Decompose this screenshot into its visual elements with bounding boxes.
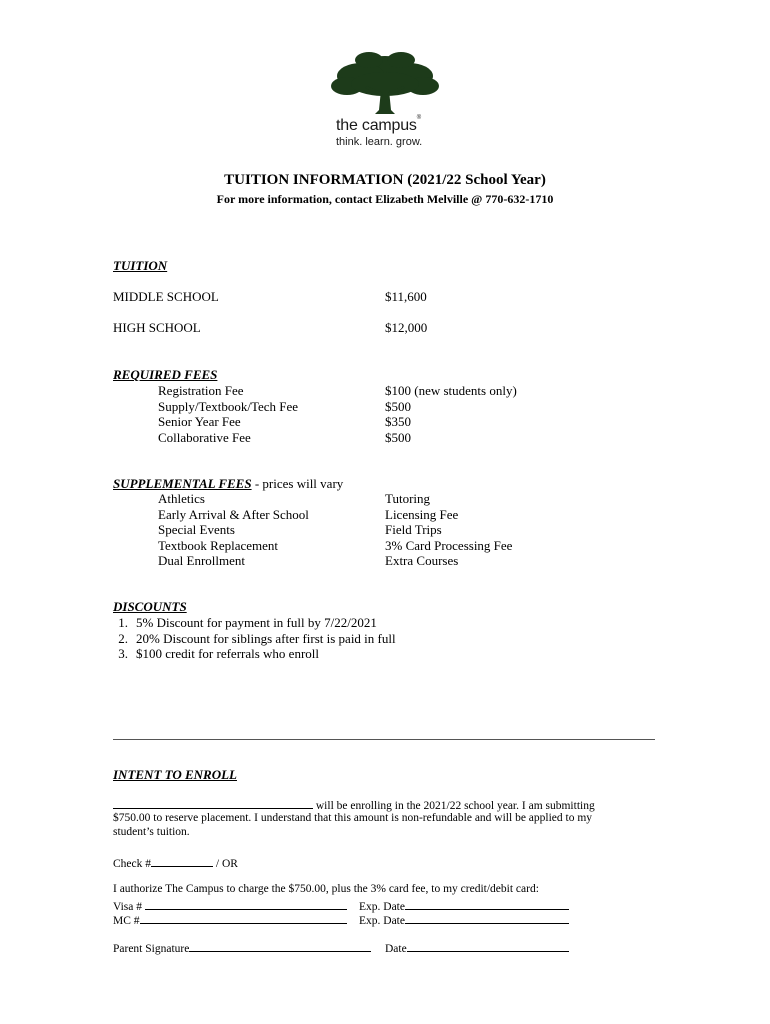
check-or: / OR [213, 858, 238, 870]
list-item: Dual Enrollment [158, 553, 246, 568]
fee-value: $500 [385, 398, 411, 414]
fee-label: Registration Fee [158, 383, 244, 398]
list-item: Extra Courses [385, 553, 459, 568]
list-item: Early Arrival & After School [158, 506, 309, 522]
visa-exp-field[interactable] [405, 898, 569, 910]
intent-line-1: will be enrolling in the 2021/22 school year. I am submitting [313, 800, 595, 812]
registered-mark: ® [416, 115, 421, 121]
check-label: Check # [113, 858, 152, 870]
discount-text: $100 credit for referrals who enroll [136, 646, 320, 661]
discounts-heading: DISCOUNTS [113, 599, 187, 614]
signature-label: Parent Signature [113, 943, 190, 955]
campus-logo [325, 50, 445, 152]
supplemental-heading-line [113, 476, 343, 492]
intent-line-2: $750.00 to reserve placement. I understand that this amount is non-refundable and will be applied to my [113, 812, 593, 824]
visa-number-field[interactable] [145, 898, 347, 910]
tree-icon [325, 50, 445, 116]
list-number: 3. [118, 646, 128, 661]
supplemental-fees-heading: SUPPLEMENTAL FEES [113, 476, 252, 491]
list-item [100, 646, 396, 662]
required-fee-labels [158, 383, 298, 445]
fee-label: Senior Year Fee [158, 414, 241, 429]
mc-line [113, 912, 347, 927]
mc-exp-line [359, 912, 569, 927]
discount-text: 5% Discount for payment in full by 7/22/2021 [136, 615, 377, 630]
fee-value: $500 [385, 429, 411, 445]
signature-field[interactable] [189, 940, 371, 952]
section-divider [113, 739, 655, 740]
intent-line-3: student’s tuition. [113, 826, 190, 838]
student-name-line [113, 797, 595, 812]
tuition-label-high: HIGH SCHOOL [113, 320, 201, 335]
signature-line [113, 940, 371, 955]
list-item: Textbook Replacement [158, 537, 279, 553]
page-subtitle: For more information, contact Elizabeth Melville @ 770-632-1710 [216, 192, 554, 206]
list-item: 3% Card Processing Fee [385, 537, 513, 553]
exp-date-label: Exp. Date [359, 915, 405, 927]
supplemental-right-list [385, 491, 512, 569]
discounts-list [100, 615, 396, 662]
list-number: 2. [118, 630, 128, 646]
page-title: TUITION INFORMATION (2021/22 School Year) [224, 172, 546, 188]
date-label: Date [385, 943, 407, 955]
list-item: Tutoring [385, 491, 431, 506]
tuition-heading: TUITION [113, 258, 168, 273]
fee-value: $350 [385, 414, 411, 429]
tuition-value-middle: $11,600 [385, 289, 427, 304]
exp-date-label: Exp. Date [359, 901, 405, 913]
fee-value: $100 (new students only) [385, 383, 517, 398]
authorize-text: I authorize The Campus to charge the $750.00, plus the 3% card fee, to my credit/debit card: [113, 883, 539, 895]
list-number: 1. [118, 615, 128, 630]
mc-number-field[interactable] [140, 912, 347, 924]
visa-exp-line [359, 898, 569, 913]
list-item: Licensing Fee [385, 506, 459, 522]
date-field[interactable] [407, 940, 569, 952]
check-number-field[interactable] [151, 855, 213, 867]
tuition-value-high: $12,000 [385, 320, 428, 335]
intent-heading: INTENT TO ENROLL [113, 767, 237, 782]
discount-text: 20% Discount for siblings after first is paid in full [136, 630, 396, 646]
date-line [385, 940, 569, 955]
logo-tagline: think. learn. grow. [336, 136, 423, 148]
list-item [100, 631, 396, 647]
supplemental-left-list [158, 491, 309, 569]
list-item: Field Trips [385, 522, 442, 537]
required-fees-heading: REQUIRED FEES [113, 367, 218, 382]
required-fee-values [385, 383, 517, 445]
supplemental-fees-note: - prices will vary [251, 476, 344, 491]
list-item [100, 615, 396, 631]
list-item: Special Events [158, 522, 235, 537]
visa-line [113, 898, 347, 913]
check-line [113, 855, 238, 870]
tuition-label-middle: MIDDLE SCHOOL [113, 289, 219, 304]
visa-label: Visa # [113, 901, 145, 913]
fee-label: Supply/Textbook/Tech Fee [158, 398, 299, 414]
student-name-field[interactable] [113, 797, 313, 809]
mc-label: MC # [113, 915, 140, 927]
list-item: Athletics [158, 491, 205, 506]
fee-label: Collaborative Fee [158, 429, 251, 445]
mc-exp-field[interactable] [405, 912, 569, 924]
logo-name: the campus [336, 117, 417, 134]
